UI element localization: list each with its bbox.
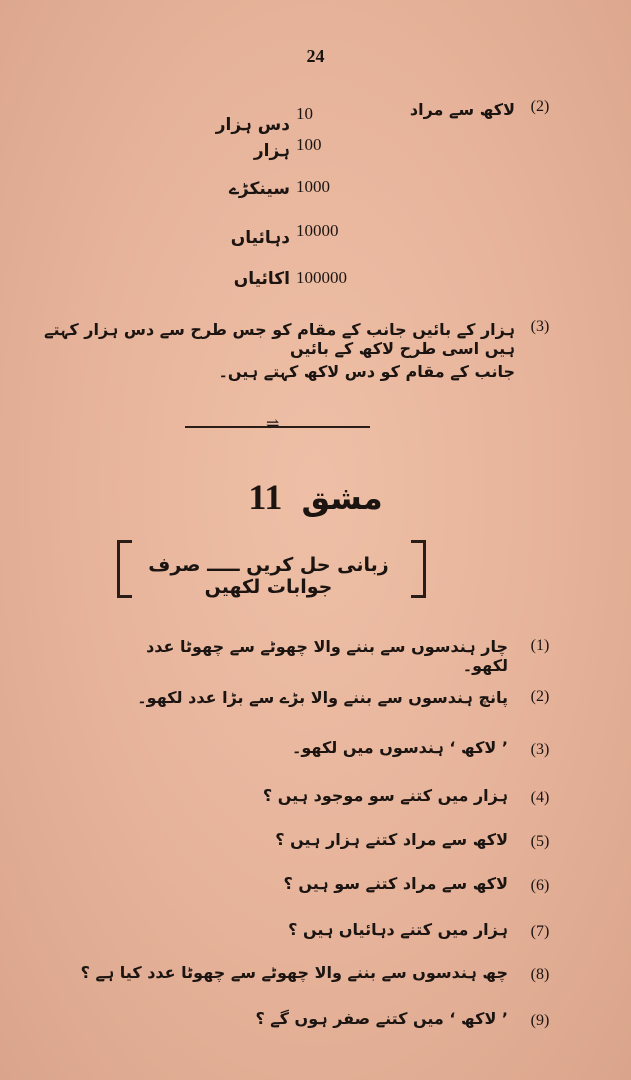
question-text: ’ لاکھ ‘ میں کتنے صفر ہوں گے ؟ bbox=[255, 1009, 508, 1028]
place-value-number: 10 bbox=[296, 104, 313, 123]
page-number: 24 bbox=[306, 46, 325, 66]
question-text: چھ ہندسوں سے بننے والا چھوٹے سے چھوٹا عدد کیا ہے ؟ bbox=[80, 963, 508, 982]
place-value-name: دہائیاں bbox=[230, 228, 290, 248]
section-3-line-1: ہزار کے بائیں جانب کے مقام کو جس طرح سے دس ہزار کہتے ہیں اسی طرح لاکھ کے بائیں bbox=[44, 320, 515, 358]
question-label: (6) bbox=[530, 877, 550, 894]
question-label: (1) bbox=[530, 637, 550, 654]
question-label: (5) bbox=[530, 833, 550, 850]
question-label: (7) bbox=[530, 923, 550, 940]
question-text: لاکھ سے مراد کتنے ہزار ہیں ؟ bbox=[275, 830, 508, 849]
place-value-name: سینکڑے bbox=[228, 179, 290, 199]
place-value-number: 100 bbox=[296, 135, 322, 154]
question-label: (9) bbox=[530, 1012, 550, 1029]
exercise-number: 11 bbox=[248, 477, 283, 517]
question-text: ’ لاکھ ‘ ہندسوں میں لکھو۔ bbox=[292, 738, 508, 757]
question-text: ہزار میں کتنے دہائیاں ہیں ؟ bbox=[288, 920, 508, 939]
question-text: چار ہندسوں سے بننے والا چھوٹے سے چھوٹا عدد لکھو۔ bbox=[146, 637, 508, 675]
question-label: (4) bbox=[530, 789, 550, 806]
place-value-name: دس ہزار bbox=[215, 115, 290, 135]
instruction-text: زبانی حل کریں ـــــ صرف جوابات لکھیں bbox=[148, 554, 389, 598]
exercise-heading bbox=[0, 476, 631, 518]
question-text: ہزار میں کتنے سو موجود ہیں ؟ bbox=[262, 786, 508, 805]
divider-ornament-icon: ⇌ bbox=[266, 414, 280, 433]
exercise-title: مشق bbox=[301, 479, 383, 517]
question-label: (3) bbox=[530, 741, 550, 758]
place-value-name: ہزار bbox=[253, 141, 290, 161]
question-label: (2) bbox=[530, 688, 550, 705]
place-value-number: 1000 bbox=[296, 177, 330, 196]
section-2-label: (2) bbox=[530, 98, 550, 115]
question-text: پانچ ہندسوں سے بننے والا بڑے سے بڑا عدد لکھو۔ bbox=[137, 688, 508, 707]
question-text: لاکھ سے مراد کتنے سو ہیں ؟ bbox=[283, 874, 508, 893]
place-value-number: 100000 bbox=[296, 268, 347, 287]
section-3-line-2: جانب کے مقام کو دس لاکھ کہتے ہیں۔ bbox=[218, 362, 515, 381]
section-3-label: (3) bbox=[530, 318, 550, 335]
section-2-text: لاکھ سے مراد bbox=[409, 100, 515, 119]
place-value-name: اکائیاں bbox=[233, 269, 290, 289]
place-value-number: 10000 bbox=[296, 221, 339, 240]
question-label: (8) bbox=[530, 966, 550, 983]
